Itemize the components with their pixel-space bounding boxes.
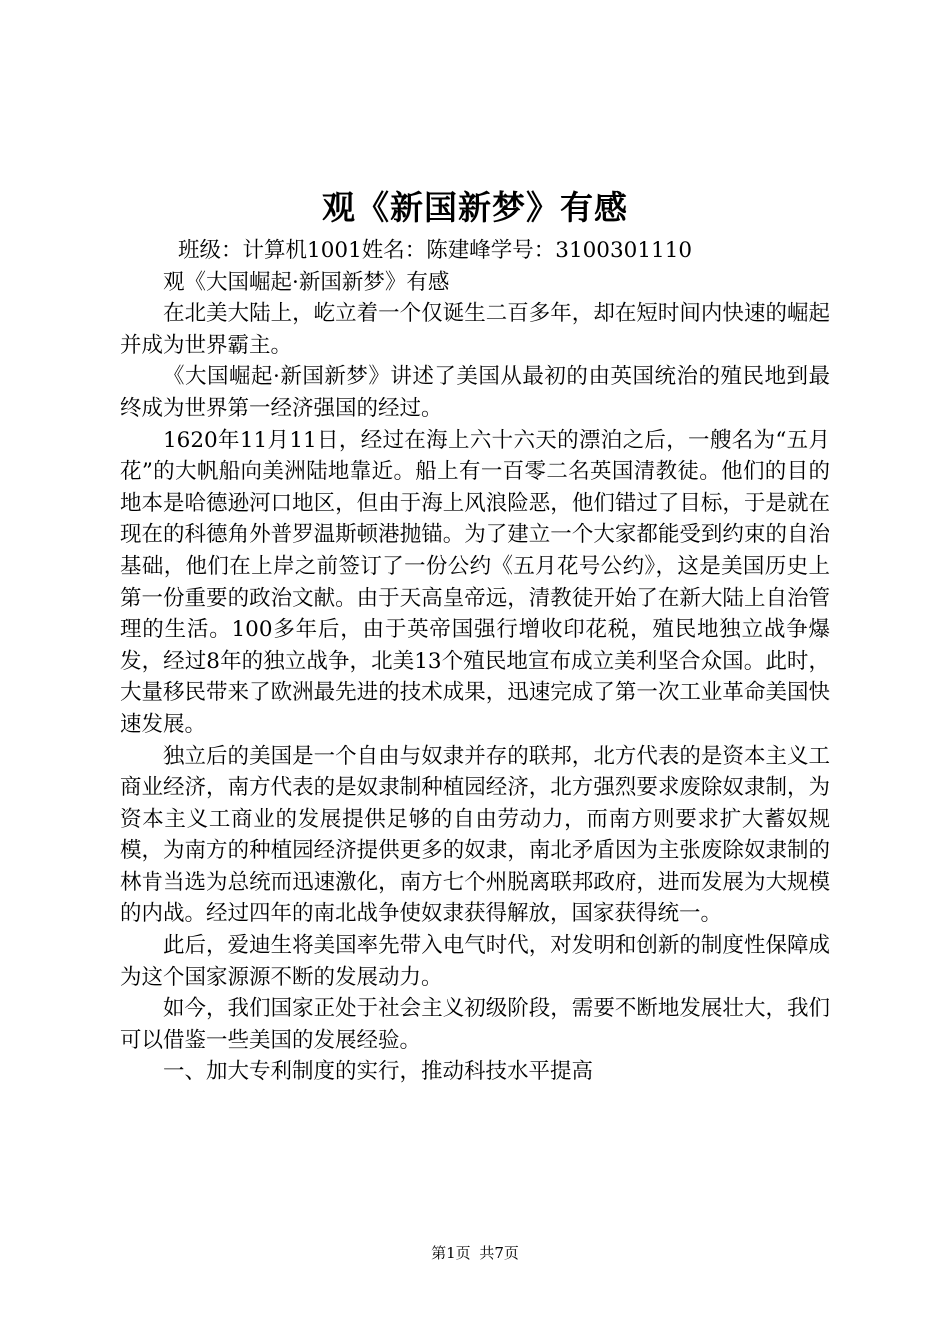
paragraph: 独立后的美国是一个自由与奴隶并存的联邦，北方代表的是资本主义工商业经济，南方代表的是奴隶制种植园经济，北方强烈要求废除奴隶制，为资本主义工商业的发展提供足够的自由劳动力，而南方则要求扩大蓄奴规模，为南方的种植园经济提供更多的奴隶，南北矛盾因为主张废除奴隶制的林肯当选为总统而迅速激化，南方七个州脱离联邦政府，进而发展为大规模的内战。经过四年的南北战争使奴隶获得解放，国家获得统一。 (120, 743, 830, 927)
subtitle-line: 观《大国崛起·新国新梦》有感 (163, 269, 450, 295)
paragraph: 1620年11月11日，经过在海上六十六天的漂泊之后，一艘名为“五月花”的大帆船向美洲陆地靠近。船上有一百零二名英国清教徒。他们的目的地本是哈德逊河口地区，但由于海上风浪险恶，他们错过了目标，于是就在现在的科德角外普罗温斯顿港抛锚。为了建立一个大家都能受到约束的自治基础，他们在上岸之前签订了一份公约《五月花号公约》，这是美国历史上第一份重要的政治文献。由于天高皇帝远，清教徒开始了在新大陆上自治管理的生活。100多年后，由于英帝国强行增收印花税，殖民地独立战争爆发，经过8年的独立战争，北美13个殖民地宣布成立美利坚合众国。此时，大量移民带来了欧洲最先进的技术成果，迅速完成了第一次工业革命美国快速发展。 (120, 427, 830, 737)
document-body (120, 235, 830, 1088)
page-number: 第1页 (431, 1244, 471, 1262)
page-footer (0, 1243, 950, 1263)
paragraph: 在北美大陆上，屹立着一个仅诞生二百多年，却在短时间内快速的崛起并成为世界霸主。 (120, 301, 830, 358)
paragraph: 《大国崛起·新国新梦》讲述了美国从最初的由英国统治的殖民地到最终成为世界第一经济强国的经过。 (120, 364, 830, 421)
paragraph: 此后，爱迪生将美国率先带入电气时代，对发明和创新的制度性保障成为这个国家源源不断的发展动力。 (120, 933, 830, 990)
paragraph: 一、加大专利制度的实行，推动科技水平提高 (163, 1059, 594, 1085)
page-total: 共7页 (479, 1244, 519, 1262)
student-info-line: 班级：计算机1001姓名：陈建峰学号：3100301110 (178, 238, 693, 263)
document-title: 观《新国新梦》有感 (322, 188, 628, 227)
paragraph: 如今，我们国家正处于社会主义初级阶段，需要不断地发展壮大，我们可以借鉴一些美国的发展经验。 (120, 996, 830, 1053)
